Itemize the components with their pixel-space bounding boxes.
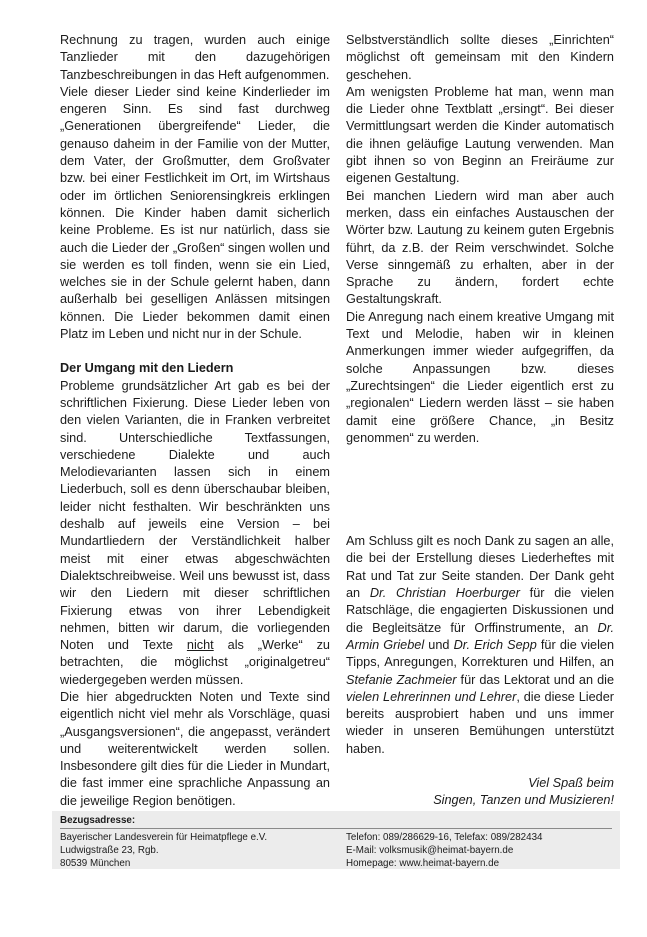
name-hoerburger: Dr. Christian Hoerburger (369, 586, 520, 601)
paragraph-fixierung-text-a: Probleme grundsätzlicher Art gab es bei der schriftlichen Fixierung. Diese Lieder leben von den vielen Varianten, die in Franken verbreitet sind. Unterschiedliche Textfassungen, verschiedene Dialekte und auch Melodievarianten lassen sich in einem Liederbuch, soll es denn überschaubar bleiben, leider nicht festhalten. Wir beschränkten uns deshalb auf jeweils eine Version – bei Mundartliedern der Verständlichkeit halber meist mit einer etwas abgeschwächten Dialektschreibweise. Weil uns bewusst ist, dass wir den Liedern mit dieser schriftlichen Fixierung etwas von ihrer Lebendigkeit nehmen, bitten wir darum, die vorliegenden Noten und Texte (60, 378, 330, 653)
dank-text-5: für das Lektorat und an die (456, 672, 614, 687)
contact-details (346, 831, 542, 871)
name-zachmeier: Stefanie Zachmeier (346, 672, 457, 687)
paragraph-ersingen: Am wenigsten Probleme hat man, wenn man die Lieder ohne Textblatt „ersingt“. Bei dieser Vermittlungsart werden die Kinder automatisch die ihnen geläufige Lautung verwenden. Man gibt ihnen so von Beginn an Freiräume zur eigenen Gestaltung. (346, 84, 614, 186)
address-box-title: Bezugsadresse: (60, 815, 136, 826)
paragraph-intro-tanzlieder: Rechnung zu tragen, wurden auch einige Tanzlieder mit den dazugehörigen Tanzbeschreibungen in das Heft aufgenommen. (60, 33, 330, 82)
paragraph-anregung: Die Anregung nach einem kreative Umgang mit Text und Melodie, haben wir in kleinen Anmerkungen immer wieder aufgegriffen, da solche Anpassungen bzw. dieses „Zurechtsingen“ die Lieder eigentlich erst zu „regionalen“ Liedern werden lässt – sie haben damit eine größere Chance, „in Besitz genommen“ zu werden. (346, 309, 614, 445)
paragraph-dank (346, 533, 614, 758)
paragraph-vorschlaege: Die hier abgedruckten Noten und Texte sind eigentlich nicht viel mehr als Vorschläge, quasi „Ausgangsversionen“, die angepasst, verändert und weiterentwickelt werden sollen. Insbesondere gilt dies für die Lieder in Mundart, die fast immer eine sprachliche Anpassung an die jeweilige Region benötigen. (60, 689, 330, 808)
postal-address (60, 831, 267, 871)
contact-email: E-Mail: volksmusik@heimat-bayern.de (346, 845, 514, 857)
left-column (60, 32, 330, 810)
contact-phone-fax: Telefon: 089/286629-16, Telefax: 089/282434 (346, 832, 543, 843)
column-spacer (346, 447, 614, 533)
dank-text-1: Am Schluss gilt es noch Dank zu sagen an alle, die bei der Erstellung dieses Liederheftes mit Rat und Tat zur Seite standen. Der Dank geht an (346, 534, 614, 601)
dank-text-4: für die vielen Tipps, Anregungen, Korrekturen und Hilfen, an (346, 637, 615, 670)
address-street: Ludwigstraße 23, Rgb. (60, 845, 159, 857)
paragraph-fixierung (60, 378, 330, 689)
address-box-divider (60, 828, 612, 829)
dank-text-3: und (424, 637, 454, 652)
address-box (52, 811, 620, 869)
dank-text-6: , die diese Lieder bereits ausprobiert haben und uns immer wieder in unseren Bemühungen unterstützt haben. (346, 689, 614, 756)
paragraph-reim: Bei manchen Liedern wird man aber auch merken, dass ein einfaches Austauschen der Wörter bzw. Lautung zu keinem guten Ergebnis führt, da z.B. der Reim verschwindet. Solche Verse sinngemäß zu erhalten, aber in der Sprache zu ändern, fordert echte Gestaltungskraft. (346, 188, 614, 307)
emphasis-nicht: nicht (186, 638, 214, 653)
address-organization: Bayerischer Landesverein für Heimatpflege e.V. (60, 832, 268, 843)
name-lehrer: vielen Lehrerinnen und Lehrer (346, 689, 517, 704)
address-city: 80539 München (60, 858, 131, 870)
right-column (346, 32, 614, 844)
section-heading: Der Umgang mit den Liedern (60, 361, 234, 376)
closing-line-2: Singen, Tanzen und Musizieren! (433, 793, 614, 808)
name-sepp: Dr. Erich Sepp (453, 637, 537, 652)
paragraph-fixierung-text-b: als „Werke“ zu betrachten, die möglichst „originalgetreu“ wiedergegeben werden müssen. (60, 638, 330, 687)
dank-text-2: für die vielen Ratschläge, die engagierten Diskussionen und die Begleitsätze für Orffinstrumente, an (346, 586, 615, 635)
closing-line-1: Viel Spaß beim (528, 775, 614, 790)
paragraph-einrichten: Selbstverständlich sollte dieses „Einrichten“ möglichst oft gemeinsam mit den Kindern geschehen. (346, 33, 614, 82)
name-griebel: Dr. Armin Griebel (346, 620, 614, 652)
contact-homepage: Homepage: www.heimat-bayern.de (346, 858, 500, 870)
paragraph-generationen: Viele dieser Lieder sind keine Kinderlieder im engeren Sinn. Es sind fast durchweg „Generationen übergreifende“ Lieder, die genauso daheim in der Familie von der Mutter, dem Vater, der Großmutter, dem Großvater bzw. bei einer Festlichkeit im Ort, im Wirtshaus oder im örtlichen Seniorensingkreis erklingen können. Die Kinder haben damit sicherlich keine Probleme. Es ist nur natürlich, dass sie auch die Lieder der „Großen“ singen wollen und sie werden es toll finden, wenn sie ein Lied, welches sie in der Schule gelernt haben, dann außerhalb bei geselligen Anlässen mitsingen können. Die Lieder bekommen damit einen Platz im Leben und nicht nur in der Schule. (60, 84, 330, 342)
